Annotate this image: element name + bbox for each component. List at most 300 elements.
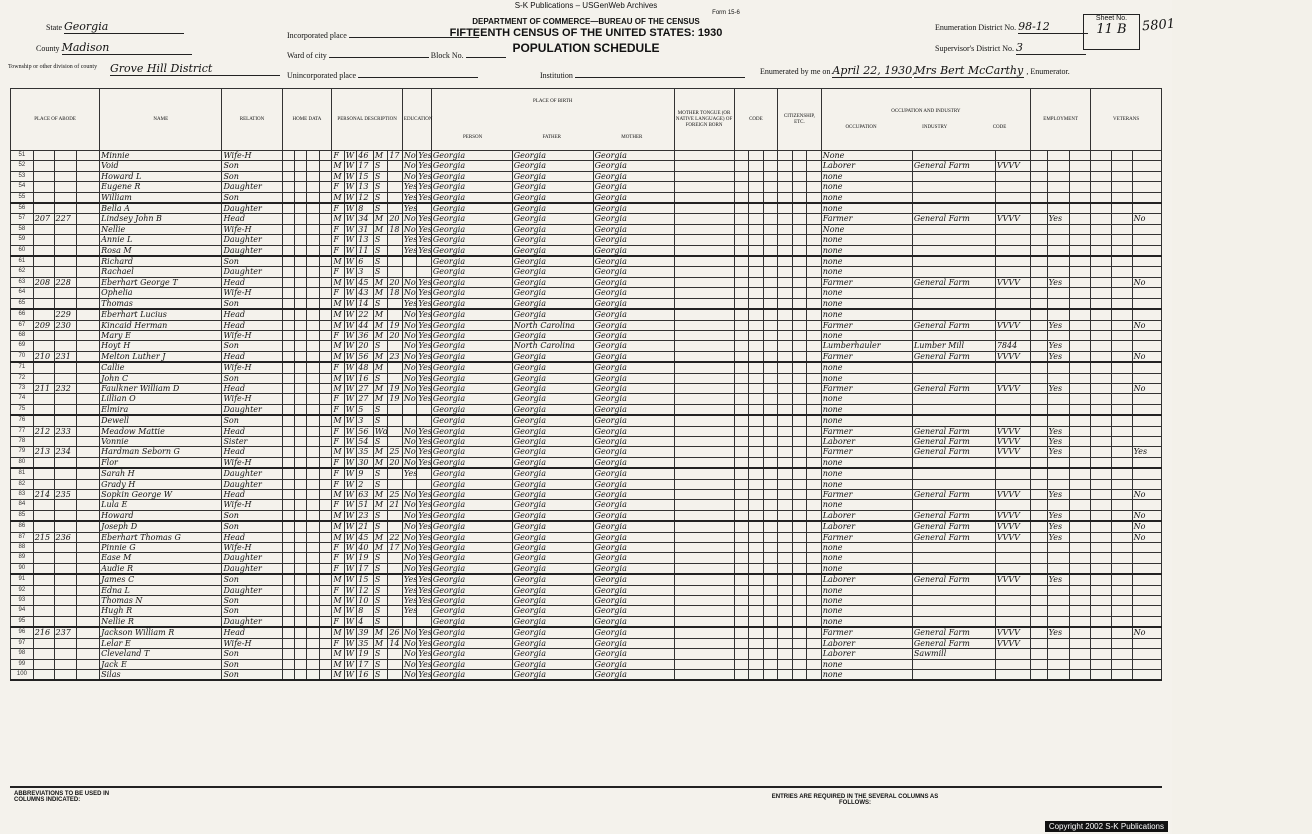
cell-empty bbox=[734, 351, 749, 362]
line-number: 89 bbox=[11, 553, 34, 563]
cell-dwelling bbox=[33, 606, 54, 616]
cell-emp: Yes bbox=[1047, 383, 1070, 393]
cell-empty bbox=[674, 235, 734, 245]
line-number: 74 bbox=[11, 394, 34, 404]
cell-mar: Wd bbox=[374, 426, 389, 436]
cell-empty bbox=[763, 585, 778, 595]
cell-empty bbox=[763, 415, 778, 426]
cell-fbp: Georgia bbox=[512, 659, 593, 669]
cell-empty bbox=[763, 490, 778, 500]
cell-empty bbox=[77, 151, 100, 161]
cell-empty bbox=[77, 616, 100, 627]
cell-empty bbox=[749, 447, 764, 457]
cell-empty bbox=[763, 510, 778, 521]
cell-rd bbox=[417, 256, 432, 267]
cell-rel: Son bbox=[222, 415, 282, 426]
cell-mbp: Georgia bbox=[593, 214, 674, 224]
ward-field bbox=[287, 48, 506, 60]
cell-fbp: Georgia bbox=[512, 479, 593, 489]
cell-empty bbox=[1091, 532, 1112, 542]
cell-empty bbox=[1070, 426, 1091, 436]
cell-empty bbox=[778, 638, 793, 648]
cell-empty bbox=[307, 192, 319, 203]
cell-empty bbox=[77, 288, 100, 298]
cell-empty bbox=[307, 436, 319, 446]
line-number: 51 bbox=[11, 151, 34, 161]
cell-empty bbox=[749, 394, 764, 404]
line-number: 92 bbox=[11, 585, 34, 595]
line-number: 65 bbox=[11, 298, 34, 309]
cell-age: 22 bbox=[357, 309, 374, 320]
table-row bbox=[11, 341, 1162, 351]
cell-empty bbox=[307, 521, 319, 532]
cell-empty bbox=[763, 320, 778, 330]
cell-rd bbox=[417, 468, 432, 479]
line-number: 100 bbox=[11, 669, 34, 680]
cell-occ: Laborer bbox=[821, 649, 912, 659]
cell-ind bbox=[912, 362, 995, 373]
cell-empty bbox=[1070, 532, 1091, 542]
line-number: 67 bbox=[11, 320, 34, 330]
line-number: 57 bbox=[11, 214, 34, 224]
cell-mbp: Georgia bbox=[593, 267, 674, 277]
cell-ind: General Farm bbox=[912, 383, 995, 393]
cell-sch: Yes bbox=[403, 469, 418, 479]
cell-sex: M bbox=[332, 161, 344, 171]
cell-empty bbox=[307, 256, 319, 267]
cell-empty bbox=[282, 277, 294, 287]
cell-empty bbox=[1111, 479, 1132, 489]
cell-dwelling: 213 bbox=[33, 447, 54, 457]
cell-ind bbox=[912, 151, 995, 161]
cell-empty bbox=[1091, 616, 1112, 627]
cell-sex: M bbox=[332, 309, 344, 320]
cell-empty bbox=[763, 457, 778, 468]
table-row bbox=[11, 596, 1162, 606]
cell-occ: none bbox=[821, 415, 912, 426]
cell-empty bbox=[1091, 510, 1112, 521]
cell-fbp: Georgia bbox=[512, 606, 593, 616]
table-row bbox=[11, 224, 1162, 234]
cell-vet bbox=[1132, 394, 1161, 404]
cell-mbp: Georgia bbox=[593, 320, 674, 330]
cell-family bbox=[54, 585, 77, 595]
cell-age: 15 bbox=[357, 171, 374, 181]
cell-empty bbox=[807, 659, 822, 669]
cell-sex: M bbox=[332, 341, 344, 351]
cell-empty bbox=[792, 214, 807, 224]
cell-dwelling bbox=[33, 553, 54, 563]
cell-empty bbox=[807, 500, 822, 510]
cell-empty bbox=[674, 309, 734, 320]
cell-vet bbox=[1132, 245, 1161, 256]
cell-mar: S bbox=[373, 436, 388, 446]
cell-empty bbox=[1031, 192, 1048, 203]
cell-empty bbox=[1091, 596, 1112, 606]
cell-empty bbox=[749, 256, 764, 267]
cell-empty bbox=[763, 362, 778, 373]
cell-empty bbox=[319, 627, 331, 638]
cell-empty bbox=[1111, 351, 1132, 362]
cell-empty bbox=[1070, 669, 1091, 680]
table-row bbox=[11, 649, 1162, 659]
cell-empty bbox=[282, 245, 294, 256]
cell-ind: General Farm bbox=[912, 436, 995, 446]
block-value bbox=[466, 48, 506, 58]
cell-empty bbox=[319, 298, 331, 309]
cell-mar: M bbox=[373, 320, 388, 330]
cell-empty bbox=[1111, 468, 1132, 479]
cell-mar: M bbox=[373, 500, 388, 510]
cell-race: W bbox=[344, 309, 356, 320]
cell-ind: Lumber Mill bbox=[912, 341, 995, 351]
table-row bbox=[11, 479, 1162, 489]
cell-ind bbox=[912, 585, 995, 595]
cell-empty bbox=[674, 500, 734, 510]
cell-empty bbox=[1111, 638, 1132, 648]
cell-empty bbox=[807, 161, 822, 171]
cell-empty bbox=[77, 553, 100, 563]
cell-age: 45 bbox=[357, 277, 374, 287]
cell-empty bbox=[1111, 161, 1132, 171]
cell-rel: Daughter bbox=[222, 563, 282, 574]
cell-sex: F bbox=[332, 235, 344, 245]
cell-mbp: Georgia bbox=[593, 245, 674, 256]
cell-empty bbox=[778, 479, 793, 489]
cell-sch: No bbox=[403, 214, 416, 224]
cell-family bbox=[54, 457, 77, 468]
cell-family bbox=[54, 192, 77, 203]
occ-ind-label: OCCUPATION AND INDUSTRY bbox=[891, 108, 961, 114]
cell-empty bbox=[295, 616, 307, 627]
schedule-title: POPULATION SCHEDULE bbox=[512, 41, 660, 55]
cell-name: Eugene R bbox=[100, 182, 222, 192]
cell-empty bbox=[792, 341, 807, 351]
cell-empty bbox=[319, 500, 331, 510]
cell-race: W bbox=[344, 616, 356, 627]
cell-empty bbox=[1031, 426, 1048, 436]
line-number: 69 bbox=[11, 341, 34, 351]
cell-agemar: 19 bbox=[388, 383, 403, 393]
cell-empty bbox=[1070, 309, 1091, 320]
col-relation: RELATION bbox=[222, 89, 282, 151]
cell-empty bbox=[319, 171, 331, 181]
cell-empty bbox=[282, 447, 294, 457]
cell-empty bbox=[1031, 479, 1048, 489]
cell-code bbox=[995, 330, 1030, 340]
cell-empty bbox=[674, 627, 734, 638]
cell-empty bbox=[749, 627, 764, 638]
cell-empty bbox=[307, 288, 319, 298]
cell-emp bbox=[1047, 659, 1070, 669]
cell-vet bbox=[1132, 341, 1161, 351]
cell-vet bbox=[1132, 224, 1161, 234]
cell-empty bbox=[282, 510, 294, 521]
cell-empty bbox=[295, 341, 307, 351]
cell-vet bbox=[1132, 659, 1161, 669]
cell-vet bbox=[1132, 256, 1161, 267]
cell-bp: Georgia bbox=[431, 479, 512, 489]
cell-vet bbox=[1132, 362, 1161, 373]
cell-mar: S bbox=[373, 479, 388, 489]
cell-ind bbox=[912, 596, 995, 606]
cell-occ: none bbox=[821, 616, 912, 627]
table-row bbox=[11, 320, 1162, 330]
cell-family bbox=[54, 182, 77, 192]
cell-family: 231 bbox=[54, 351, 77, 362]
cell-dwelling bbox=[33, 510, 54, 521]
cell-empty bbox=[295, 373, 307, 383]
cell-empty bbox=[734, 616, 749, 627]
cell-vet bbox=[1132, 574, 1161, 585]
cell-empty bbox=[282, 383, 294, 393]
line-number: 64 bbox=[11, 288, 34, 298]
cell-empty bbox=[778, 616, 793, 627]
cell-occ: none bbox=[821, 192, 912, 203]
cell-empty bbox=[763, 426, 778, 436]
cell-empty bbox=[792, 500, 807, 510]
cell-empty bbox=[1070, 267, 1091, 277]
cell-empty bbox=[295, 468, 307, 479]
cell-empty bbox=[807, 426, 822, 436]
cell-empty bbox=[1070, 404, 1091, 415]
cell-empty bbox=[319, 468, 331, 479]
cell-mar: S bbox=[373, 521, 388, 532]
cell-family bbox=[54, 521, 77, 532]
cell-empty bbox=[734, 426, 749, 436]
cell-empty bbox=[1091, 490, 1112, 500]
cell-empty bbox=[77, 214, 100, 224]
cell-empty bbox=[319, 256, 331, 267]
cell-rel: Wife-H bbox=[222, 500, 282, 510]
cell-occ: Farmer bbox=[821, 447, 912, 457]
cell-empty bbox=[778, 309, 793, 320]
cell-empty bbox=[749, 659, 764, 669]
cell-sex: F bbox=[332, 330, 344, 340]
cell-empty bbox=[319, 362, 331, 373]
cell-mar: M bbox=[373, 330, 388, 340]
cell-ind bbox=[912, 468, 995, 479]
col-occupation-industry bbox=[821, 89, 1030, 151]
unincorporated-label: Unincorporated place bbox=[287, 71, 357, 80]
table-row bbox=[11, 585, 1162, 595]
cell-empty bbox=[807, 563, 822, 574]
table-row bbox=[11, 415, 1162, 426]
cell-race: W bbox=[344, 362, 356, 373]
cell-rd: Yes bbox=[418, 235, 432, 245]
cell-rd bbox=[417, 616, 432, 627]
cell-empty bbox=[77, 510, 100, 521]
cell-empty bbox=[282, 192, 294, 203]
cell-empty bbox=[734, 383, 749, 393]
cell-empty bbox=[319, 649, 331, 659]
cell-emp bbox=[1047, 404, 1070, 415]
cell-mar: S bbox=[373, 669, 388, 680]
cell-empty bbox=[1031, 521, 1048, 532]
cell-empty bbox=[1091, 563, 1112, 574]
cell-name: Sopkin George W bbox=[100, 490, 222, 500]
cell-rel: Wife-H bbox=[222, 638, 282, 648]
cell-empty bbox=[778, 574, 793, 585]
cell-agemar: 22 bbox=[388, 532, 403, 542]
cell-empty bbox=[1070, 341, 1091, 351]
cell-agemar: 20 bbox=[388, 457, 403, 468]
cell-sch: Yes bbox=[403, 182, 418, 192]
cell-sch: Yes bbox=[403, 585, 418, 595]
cell-empty bbox=[1111, 362, 1132, 373]
cell-fbp: Georgia bbox=[512, 447, 593, 457]
cell-empty bbox=[778, 320, 793, 330]
cell-empty bbox=[282, 479, 294, 489]
cell-dwelling bbox=[33, 245, 54, 256]
cell-empty bbox=[1070, 235, 1091, 245]
cell-empty bbox=[307, 596, 319, 606]
cell-age: 54 bbox=[357, 436, 374, 446]
cell-empty bbox=[792, 298, 807, 309]
cell-empty bbox=[734, 490, 749, 500]
cell-empty bbox=[1111, 669, 1132, 680]
cell-empty bbox=[734, 341, 749, 351]
cell-emp: Yes bbox=[1047, 447, 1070, 457]
cell-empty bbox=[295, 351, 307, 362]
cell-empty bbox=[1111, 341, 1132, 351]
cell-mar: S bbox=[373, 616, 388, 627]
cell-rd bbox=[417, 606, 432, 616]
cell-dwelling bbox=[33, 235, 54, 245]
cell-empty bbox=[807, 298, 822, 309]
cell-empty bbox=[674, 182, 734, 192]
cell-age: 39 bbox=[357, 627, 374, 638]
cell-race: W bbox=[344, 436, 356, 446]
cell-empty bbox=[763, 351, 778, 362]
cell-rd: Yes bbox=[418, 436, 432, 446]
cell-mbp: Georgia bbox=[593, 596, 674, 606]
cell-bp: Georgia bbox=[431, 404, 512, 415]
cell-fbp: Georgia bbox=[512, 182, 593, 192]
cell-fbp: Georgia bbox=[512, 161, 593, 171]
cell-ind bbox=[912, 192, 995, 203]
cell-age: 4 bbox=[357, 616, 374, 627]
cell-ind bbox=[912, 267, 995, 277]
cell-empty bbox=[734, 214, 749, 224]
cell-sch: Yes bbox=[403, 204, 418, 214]
cell-empty bbox=[807, 383, 822, 393]
table-row bbox=[11, 627, 1162, 638]
cell-name: Cleveland T bbox=[100, 649, 222, 659]
cell-emp bbox=[1047, 267, 1070, 277]
cell-empty bbox=[1091, 457, 1112, 468]
cell-empty bbox=[77, 245, 100, 256]
cell-empty bbox=[1091, 320, 1112, 330]
cell-emp bbox=[1047, 203, 1070, 214]
cell-age: 56 bbox=[357, 426, 374, 436]
cell-ind: General Farm bbox=[912, 574, 995, 585]
cell-empty bbox=[807, 532, 822, 542]
cell-sex: M bbox=[332, 383, 344, 393]
cell-empty bbox=[295, 627, 307, 638]
cell-code bbox=[995, 192, 1030, 203]
cell-emp bbox=[1047, 171, 1070, 181]
cell-fbp: Georgia bbox=[512, 245, 593, 256]
cell-empty bbox=[674, 298, 734, 309]
cell-family bbox=[54, 510, 77, 521]
cell-rd: Yes bbox=[418, 351, 432, 361]
cell-mbp: Georgia bbox=[593, 585, 674, 595]
cell-empty bbox=[1031, 468, 1048, 479]
cell-emp: Yes bbox=[1047, 277, 1070, 287]
ward-value bbox=[329, 48, 429, 58]
cell-sex: F bbox=[332, 479, 344, 489]
cell-mar: M bbox=[373, 532, 388, 542]
cell-agemar bbox=[388, 415, 403, 426]
cell-empty bbox=[734, 649, 749, 659]
cell-empty bbox=[1111, 171, 1132, 181]
cell-race: W bbox=[344, 649, 356, 659]
cell-empty bbox=[734, 192, 749, 203]
cell-empty bbox=[77, 490, 100, 500]
cell-empty bbox=[307, 500, 319, 510]
cell-rd: Yes bbox=[418, 447, 432, 457]
cell-empty bbox=[319, 351, 331, 362]
cell-empty bbox=[307, 669, 319, 680]
cell-occ: none bbox=[821, 553, 912, 563]
cell-empty bbox=[778, 330, 793, 340]
cell-empty bbox=[1091, 543, 1112, 553]
cell-emp bbox=[1047, 415, 1070, 426]
cell-rd: Yes bbox=[418, 596, 432, 606]
cell-empty bbox=[792, 320, 807, 330]
cell-race: W bbox=[344, 267, 356, 277]
cell-empty bbox=[1031, 627, 1048, 638]
cell-family bbox=[54, 298, 77, 309]
cell-empty bbox=[734, 457, 749, 468]
cell-empty bbox=[295, 426, 307, 436]
cell-empty bbox=[1091, 341, 1112, 351]
cell-ind bbox=[912, 203, 995, 214]
cell-ind bbox=[912, 669, 995, 680]
cell-occ: Lumberhauler bbox=[821, 341, 912, 351]
cell-rd: Yes bbox=[418, 669, 432, 679]
cell-rel: Son bbox=[222, 161, 282, 171]
cell-empty bbox=[1111, 373, 1132, 383]
cell-ind: General Farm bbox=[912, 532, 995, 542]
sd-field bbox=[935, 41, 1086, 55]
cell-dwelling bbox=[33, 161, 54, 171]
cell-age: 56 bbox=[357, 351, 374, 362]
cell-empty bbox=[282, 161, 294, 171]
cell-vet bbox=[1132, 415, 1161, 426]
cell-empty bbox=[792, 649, 807, 659]
cell-bp: Georgia bbox=[431, 553, 512, 563]
cell-empty bbox=[674, 277, 734, 287]
cell-empty bbox=[319, 373, 331, 383]
cell-empty bbox=[319, 532, 331, 542]
cell-empty bbox=[1111, 320, 1132, 330]
cell-empty bbox=[1070, 447, 1091, 457]
cell-ind: General Farm bbox=[912, 510, 995, 521]
cell-code bbox=[995, 606, 1030, 616]
cell-empty bbox=[282, 341, 294, 351]
cell-ind bbox=[912, 330, 995, 340]
cell-family bbox=[54, 616, 77, 627]
cell-mar: S bbox=[373, 373, 388, 383]
cell-bp: Georgia bbox=[431, 383, 512, 393]
cell-rel: Daughter bbox=[222, 553, 282, 563]
cell-sex: F bbox=[332, 288, 344, 298]
cell-empty bbox=[749, 309, 764, 320]
cell-empty bbox=[734, 596, 749, 606]
cell-vet bbox=[1132, 404, 1161, 415]
